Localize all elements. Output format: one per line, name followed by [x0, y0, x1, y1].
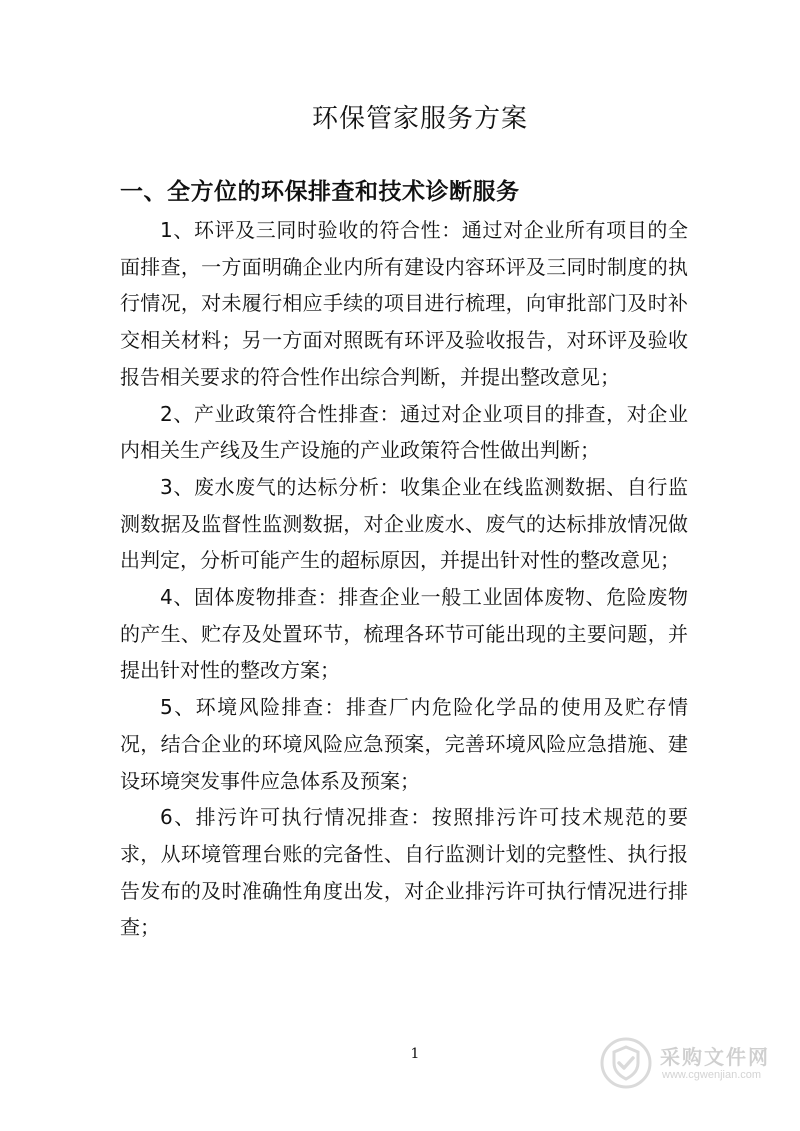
- paragraph-2: 2、产业政策符合性排查：通过对企业项目的排查，对企业内相关生产线及生产设施的产业政策符合性做出判断；: [120, 401, 688, 463]
- paragraph-4: 4、固体废物排查：排查企业一般工业固体废物、危险废物的产生、贮存及处置环节，梳理各环节可能出现的主要问题，并提出针对性的整改方案；: [120, 585, 688, 683]
- watermark: [598, 1035, 788, 1095]
- paragraph-3: 3、废水废气的达标分析：收集企业在线监测数据、自行监测数据及监督性监测数据，对企业废水、废气的达标排放情况做出判定，分析可能产生的超标原因，并提出针对性的整改意见；: [120, 474, 688, 573]
- shield-check-logo-icon: [598, 1035, 654, 1091]
- document-title: 环保管家服务方案: [311, 104, 528, 134]
- body-text: [120, 212, 688, 946]
- watermark-name: 采购文件网: [660, 1045, 770, 1069]
- section-heading: 一、全方位的环保排查和技术诊断服务: [120, 179, 520, 205]
- watermark-url: www.cgwenjian.com: [662, 1069, 762, 1081]
- paragraph-5: 5、环境风险排查：排查厂内危险化学品的使用及贮存情况，结合企业的环境风险应急预案，完善环境风险应急措施、建设环境突发事件应急体系及预案；: [120, 695, 688, 793]
- paragraph-1: 1、环评及三同时验收的符合性：通过对企业所有项目的全面排查，一方面明确企业内所有建设内容环评及三同时制度的执行情况，对未履行相应手续的项目进行梳理，向审批部门及时补交相关材料；另一方面对照既有环评及验收报告，对环评及验收报告相关要求的符合性作出综合判断，并提出整改意见；: [120, 218, 688, 389]
- page-number: 1: [410, 1046, 420, 1062]
- paragraph-6: 6、排污许可执行情况排查：按照排污许可技术规范的要求，从环境管理台账的完备性、自行监测计划的完整性、执行报告发布的及时准确性角度出发，对企业排污许可执行情况进行排查；: [120, 805, 688, 940]
